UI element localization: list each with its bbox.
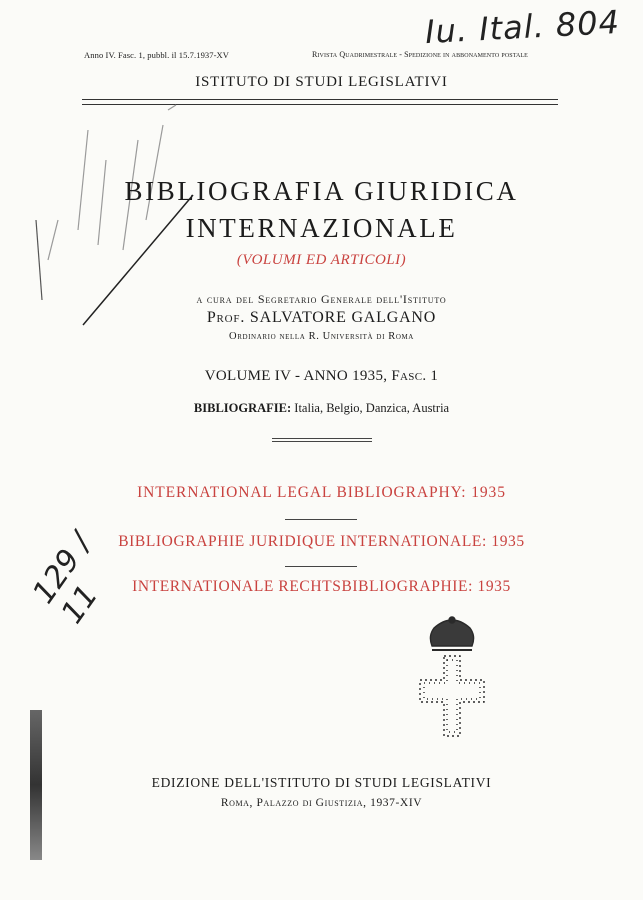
editor-intro: a cura del Segretario Generale dell'Istituto	[196, 292, 447, 306]
publisher-name: EDIZIONE DELL'ISTITUTO DI STUDI LEGISLATIVI	[151, 775, 492, 790]
handwritten-margin-note: 129 / 11	[26, 527, 106, 631]
title-line1: BIBLIOGRAFIA GIURIDICA	[124, 176, 519, 206]
rule-1	[272, 438, 372, 439]
publisher-address: Roma, Palazzo di Giustizia, 1937-XIV	[220, 797, 423, 809]
translation-french: BIBLIOGRAPHIE JURIDIQUE INTERNATIONALE: 1935	[118, 533, 525, 550]
bibliografie-list: Italia, Belgio, Danzica, Austria	[291, 401, 450, 415]
title-line2: INTERNAZIONALE	[185, 213, 458, 243]
rule-3	[285, 566, 357, 567]
volume-info	[0, 368, 643, 385]
volume-main: VOLUME IV - ANNO 1935,	[204, 368, 392, 384]
handwritten-shelfmark: Iu. Ital. 804	[424, 2, 621, 52]
bibliografie-line	[0, 401, 643, 416]
translation-english: INTERNATIONAL LEGAL BIBLIOGRAPHY: 1935	[137, 484, 506, 501]
title-subtitle: (VOLUMI ED ARTICOLI)	[236, 252, 407, 268]
volume-fasc: Fasc. 1	[391, 368, 439, 384]
crown-cross-emblem-icon	[400, 612, 504, 752]
rule-1b	[272, 441, 372, 442]
bibliografie-label: BIBLIOGRAFIE:	[193, 401, 292, 415]
header-periodical-info: Rivista Quadrimestrale - Spedizione in abbonamento postale	[312, 50, 528, 59]
institute-name: ISTITUTO DI STUDI LEGISLATIVI	[195, 74, 448, 90]
translation-german: INTERNATIONALE RECHTSBIBLIOGRAPHIE: 1935	[132, 578, 511, 595]
rule-2	[285, 519, 357, 520]
editor-role: Ordinario nella R. Università di Roma	[229, 331, 414, 342]
header-issue-info: Anno IV. Fasc. 1, pubbl. il 15.7.1937-XV	[84, 50, 230, 60]
editor-name: Prof. SALVATORE GALGANO	[206, 309, 437, 326]
